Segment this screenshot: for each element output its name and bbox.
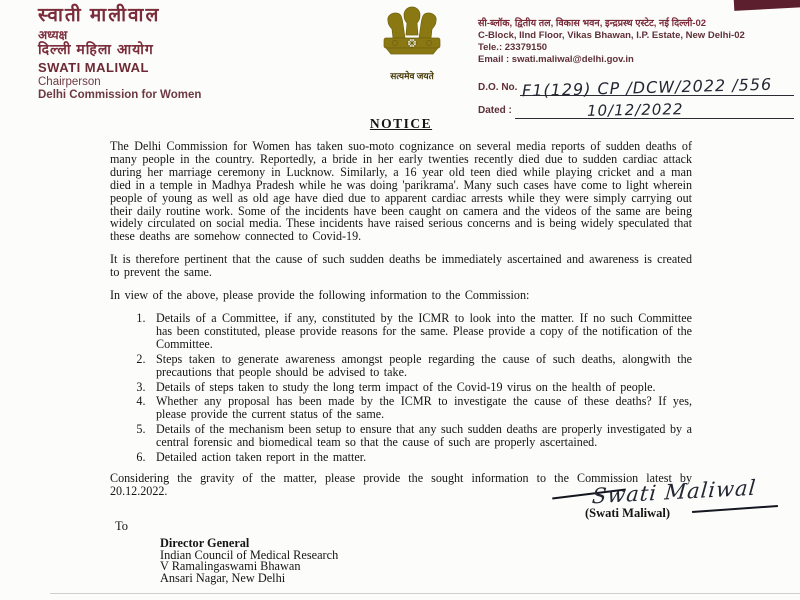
emblem-block bbox=[366, 4, 458, 82]
letterhead-left bbox=[38, 6, 201, 101]
paragraph-closing: Considering the gravity of the matter, please provide the sought information to the Commission latest by 20.12.2022. bbox=[110, 470, 692, 498]
list-item: 2. Steps taken to generate awareness amongst people regarding the cause of such deaths, alongwith the precautions that people should be advised to take. bbox=[150, 353, 692, 379]
recipient-city: Ansari Nagar, New Delhi bbox=[160, 571, 286, 586]
paragraph-cognizance: The Delhi Commission for Women has taken suo-moto cognizance on several media reports of sudden deaths of many people in the country. Reportedly, a bride in her early twenties recently died due to sudden cardiac attack during her marriage ceremony in Lucknow. Similarly, a 16 year old teen died while playing cricket and a man died in a temple in Madhya Pradesh while he was doing 'parikrama'. Many such cases have come to light wherein people of young as well as old age have died due to apparent cardiac arrests while they were simply carrying out their daily routine work. Some of the incidents have been caught on camera and the videos of the same are being widely circulated on social media. These incidents have raised serious concerns and is being widely speculated that these deaths are somehow connected to Covid-19. bbox=[110, 139, 692, 244]
recipient-building: V Ramalingaswami Bhawan bbox=[160, 559, 301, 574]
handwritten-signature: Swati Maliwal bbox=[591, 475, 758, 509]
chairperson-name: SWATI MALIWAL bbox=[38, 59, 149, 75]
chairperson-name-hindi: स्वाती मालीवाल bbox=[38, 5, 161, 26]
do-number-label: D.O. No. bbox=[478, 82, 518, 93]
do-number-handwritten: F1(129) CP /DCW/2022 /556 bbox=[522, 74, 773, 100]
satyameva-jayate-motto: सत्यमेव जयते bbox=[390, 71, 434, 81]
do-number-row bbox=[478, 74, 794, 100]
signature-flourish-underline bbox=[692, 505, 778, 513]
recipient-salutation: To bbox=[115, 519, 129, 533]
letterhead-right bbox=[478, 18, 794, 119]
commission-name: Delhi Commission for Women bbox=[38, 89, 202, 102]
information-request-list bbox=[110, 312, 692, 464]
letter-body bbox=[110, 116, 692, 508]
signature-printed-name: (Swati Maliwal) bbox=[585, 506, 671, 520]
paragraph-list-intro: In view of the above, please provide the following information to the Commission: bbox=[110, 288, 530, 303]
chairperson-title: Chairperson bbox=[38, 75, 101, 88]
dated-label: Dated : bbox=[478, 105, 512, 116]
notice-heading: NOTICE bbox=[369, 116, 433, 131]
telephone: Tele.: 23379150 bbox=[478, 41, 548, 53]
list-item: 3. Details of steps taken to study the long term impact of the Covid-19 virus on the health of people. bbox=[150, 381, 692, 394]
india-state-emblem-icon bbox=[367, 4, 457, 66]
email-address: Email : swati.maliwal@delhi.gov.in bbox=[478, 53, 634, 65]
list-item: 4. Whether any proposal has been made by the ICMR to investigate the cause of these deaths? If yes, please provide the current status of the same. bbox=[150, 395, 692, 421]
office-address-hindi: सी-ब्लॉक, द्वितीय तल, विकास भवन, इन्द्रप्रस्थ एस्टेट, नई दिल्ली-02 bbox=[478, 18, 707, 29]
commission-name-hindi: दिल्ली महिला आयोग bbox=[38, 41, 154, 58]
scan-artifact-line bbox=[50, 593, 800, 594]
recipient-org: Indian Council of Medical Research bbox=[160, 547, 339, 562]
recipient-address bbox=[160, 538, 338, 585]
do-number-line bbox=[520, 74, 794, 100]
chairperson-title-hindi: अध्यक्ष bbox=[38, 27, 68, 42]
corner-accent-bar bbox=[734, 0, 800, 11]
date-handwritten: 10/12/2022 bbox=[586, 99, 684, 120]
list-item: 1. Details of a Committee, if any, constituted by the ICMR to look into the matter. If no such Committee has been constituted, please provide reasons for the same. Please provide a copy of the notification of the Committee. bbox=[150, 312, 692, 351]
list-item: 5. Details of the mechanism been setup to ensure that any such sudden deaths are properly investigated by a central forensic and biomedical team so that the cause of such are properly ascertained. bbox=[150, 423, 692, 449]
list-item: 6. Detailed action taken report in the matter. bbox=[150, 451, 692, 464]
office-address: C-Block, IInd Floor, Vikas Bhawan, I.P. Estate, New Delhi-02 bbox=[478, 29, 745, 41]
recipient-title: Director General bbox=[160, 536, 250, 550]
paragraph-pertinent: It is therefore pertinent that the cause of such sudden deaths be immediately ascertained and awareness is created to prevent the same. bbox=[110, 252, 692, 280]
